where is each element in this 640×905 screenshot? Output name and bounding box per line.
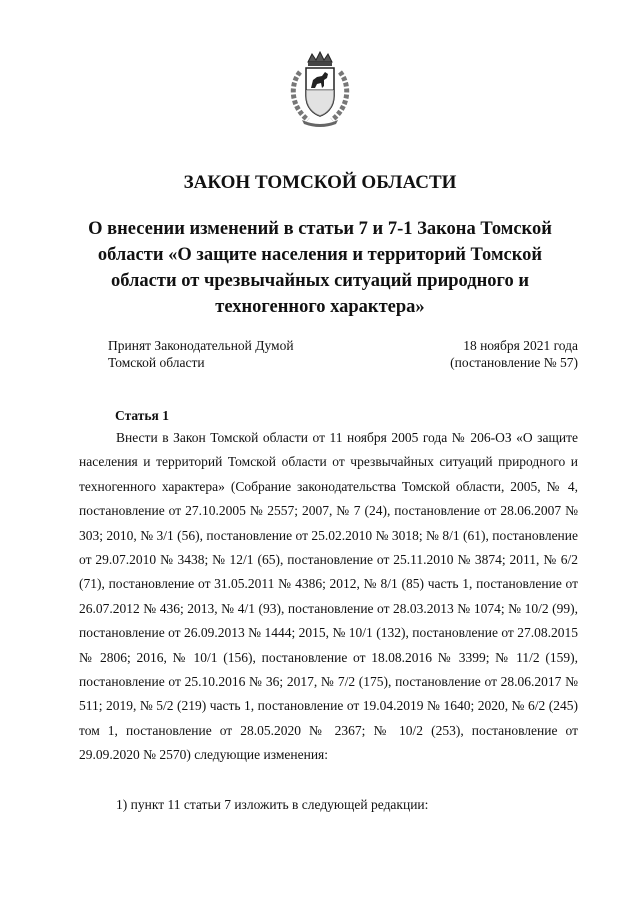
adoption-body bbox=[108, 337, 294, 371]
law-subtitle: О внесении изменений в статьи 7 и 7-1 Закона Томской области «О защите населения и территорий Томской области от чрезвычайных ситуаций природного и техногенного характера» bbox=[88, 219, 552, 317]
coat-of-arms-icon bbox=[286, 50, 354, 130]
article-item-1: 1) пункт 11 статьи 7 изложить в следующей редакции: bbox=[116, 797, 429, 812]
law-title: ЗАКОН ТОМСКОЙ ОБЛАСТИ bbox=[183, 172, 457, 193]
adoption-body-line1: Принят Законодательной Думой bbox=[108, 338, 294, 353]
article-heading: Статья 1 bbox=[115, 408, 169, 423]
adoption-date-line: 18 ноября 2021 года bbox=[463, 338, 578, 353]
adoption-date bbox=[450, 337, 578, 371]
adoption-body-line2: Томской области bbox=[108, 355, 205, 370]
adoption-resolution-line: (постановление № 57) bbox=[450, 355, 578, 370]
article-paragraph: Внести в Закон Томской области от 11 ноября 2005 года № 206-ОЗ «О защите населения и территорий Томской области от чрезвычайных ситуаций природного и техногенного характера» (Собрание законодательства Томской области, 2005, № 4, постановление от 27.10.2005 № 2557; 2007, № 7 (24), постановление от 28.06.2007 № 303; 2010, № 3/1 (56), постановление от 25.02.2010 № 3018; № 8/1 (61), постановление от 29.07.2010 № 3438; № 12/1 (65), постановление от 25.11.2010 № 3874; 2011, № 6/2 (71), постановление от 31.05.2011 № 4386; 2012, № 8/1 (85) часть 1, постановление от 26.07.2012 № 436; 2013, № 4/1 (93), постановление от 28.03.2013 № 1074; № 10/2 (99), постановление от 26.09.2013 № 1444; 2015, № 10/1 (132), постановление от 27.08.2015 № 2806; 2016, № 10/1 (156), постановление от 18.08.2016 № 3399; № 11/2 (159), постановление от 25.10.2016 № 36; 2017, № 7/2 (175), постановление от 28.06.2017 № 511; 2019, № 5/2 (219) часть 1, постановление от 19.04.2019 № 1640; 2020, № 6/2 (245) том 1, постановление от 28.05.2020 № 2367; № 10/2 (253), постановление от 29.09.2020 № 2570) следующие изменения: bbox=[79, 430, 578, 763]
